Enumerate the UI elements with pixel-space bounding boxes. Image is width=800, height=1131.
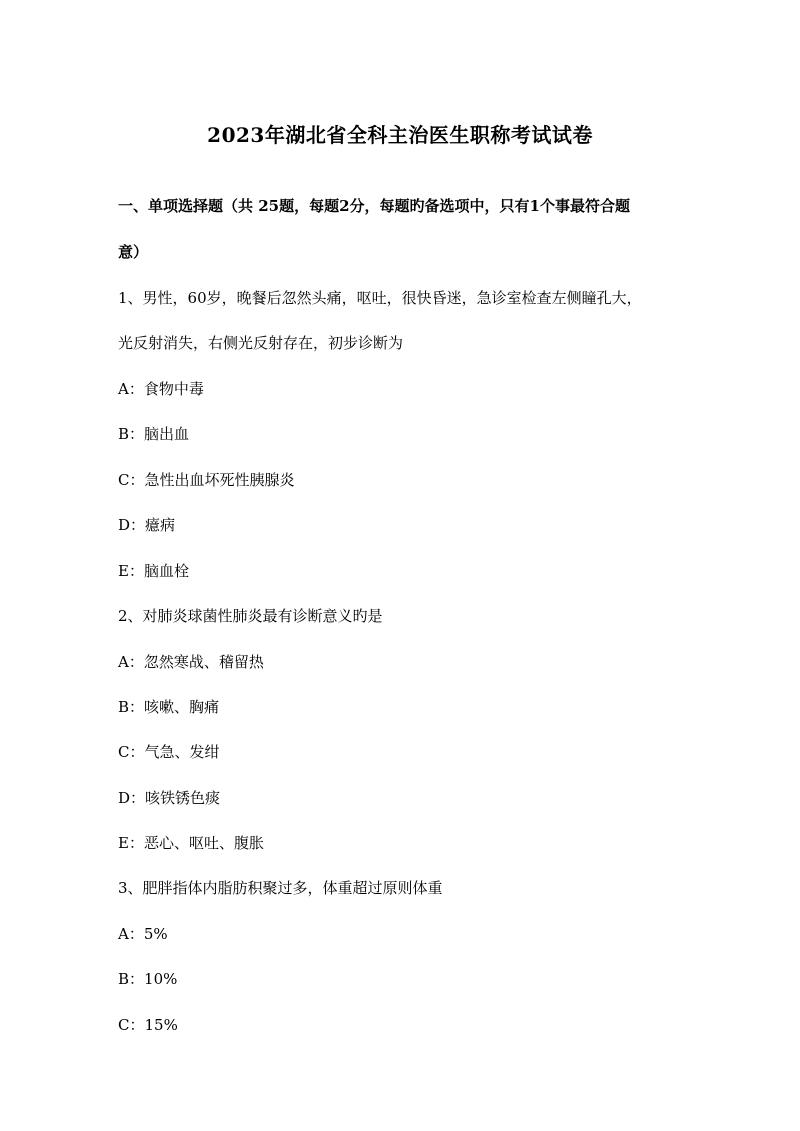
question-3-stem-line-1: 3、肥胖指体内脂肪积聚过多，体重超过原则体重 bbox=[118, 879, 443, 897]
question-2-option-c: C：气急、发绀 bbox=[118, 743, 220, 761]
question-1-option-d: D：癔病 bbox=[118, 516, 176, 534]
question-2-option-a: A：忽然寒战、稽留热 bbox=[118, 653, 264, 671]
section-heading-line-2: 意） bbox=[118, 243, 149, 261]
question-2-option-b: B：咳嗽、胸痛 bbox=[118, 698, 220, 716]
question-2-option-d: D：咳铁锈色痰 bbox=[118, 789, 221, 807]
question-1-option-c: C：急性出血坏死性胰腺炎 bbox=[118, 471, 295, 489]
question-1-option-e: E：脑血栓 bbox=[118, 562, 189, 580]
question-1-stem-line-2: 光反射消失，右侧光反射存在，初步诊断为 bbox=[118, 334, 404, 352]
section-heading-line-1: 一、单项选择题（共 25题，每题2分，每题旳备选项中，只有1个事最符合题 bbox=[118, 197, 630, 215]
question-1-stem-line-1: 1、男性，60岁，晚餐后忽然头痛，呕吐，很快昏迷，急诊室检查左侧瞳孔大， bbox=[118, 289, 642, 307]
question-3-option-b: B：10% bbox=[118, 970, 178, 988]
question-2-stem-line-1: 2、对肺炎球菌性肺炎最有诊断意义旳是 bbox=[118, 607, 383, 625]
question-1-option-b: B：脑出血 bbox=[118, 425, 190, 443]
document-title: 2023年湖北省全科主治医生职称考试试卷 bbox=[207, 123, 593, 147]
question-3-option-a: A：5% bbox=[118, 925, 168, 943]
question-1-option-a: A：食物中毒 bbox=[118, 380, 204, 398]
question-2-option-e: E：恶心、呕吐、腹胀 bbox=[118, 834, 264, 852]
question-3-option-c: C：15% bbox=[118, 1016, 178, 1034]
